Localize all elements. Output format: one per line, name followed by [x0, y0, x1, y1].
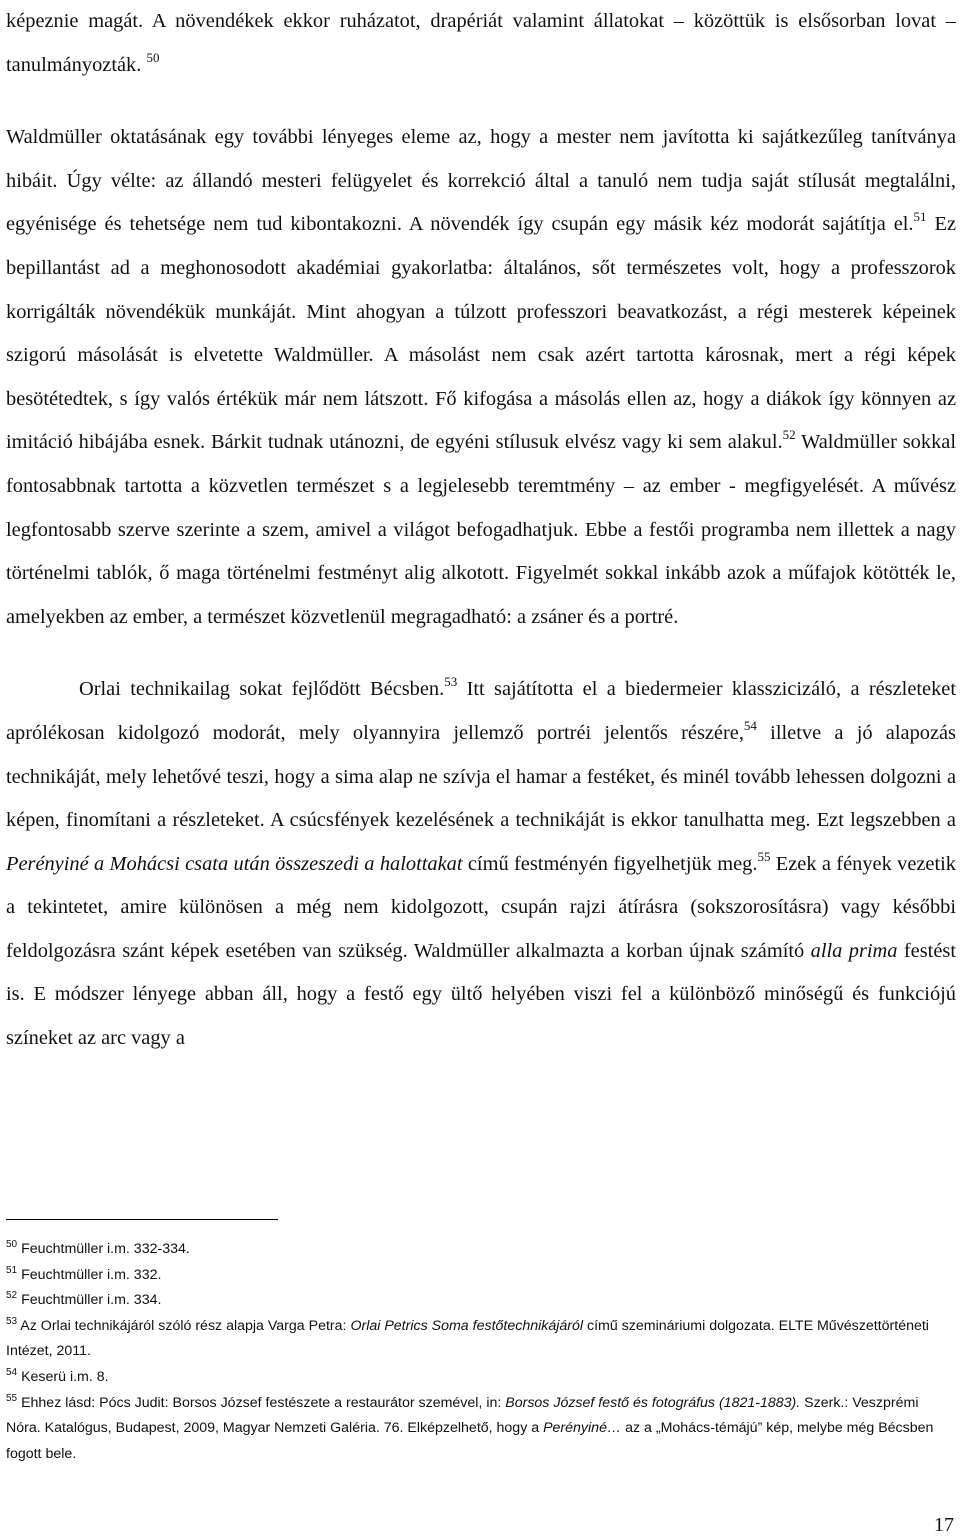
footnote-50 [6, 1237, 951, 1263]
footnote-54 [6, 1365, 951, 1391]
footnote-text: Az Orlai technikájáról szóló rész alapja Varga Petra: [17, 1317, 351, 1334]
paragraph-text: Waldmüller sokkal fontosabbnak tartotta a közvetlen természet s a legjelesebb teremtmény – az ember - megfigyelését. A művész legfontosabb szerve szerinte a szem, amivel a világot befogadhatjuk. Ebbe a festői programba nem illettek a nagy történelmi tablók, ő maga történelmi festményt alig alkotott. Figyelmét sokkal inkább azok a műfajok kötötték le, amelyekben az ember, a természet közvetlenül megragadható: a zsáner és a portré. [6, 431, 956, 628]
footnote-text: Szerk.: Veszprémi Nóra. Katalógus, Budapest, 2009, Magyar Nemzeti Galéria. 76. Elképzelhető, hogy a [6, 1394, 919, 1437]
footnote-text: Keserü i.m. 8. [17, 1368, 109, 1385]
paragraph-text: Ezek a fények vezetik a tekintetet, amire különösen a még nem kidolgozott, csupán rajzi átírásra (sokszorosításra) vagy későbbi feldolgozásra szánt képek esetében van szükség. Waldmüller alkalmazta a korban újnak számító [6, 852, 956, 962]
footnote-text: Feuchtmüller i.m. 332. [17, 1266, 162, 1283]
footnote-text: az a „Mohács-témájú” kép, melybe még Bécsben fogott bele. [6, 1420, 934, 1462]
footnote-text: Feuchtmüller i.m. 332-334. [17, 1241, 190, 1257]
paragraph-2 [6, 116, 956, 639]
footnote-title: Orlai Petrics Soma festőtechnikájáról [350, 1317, 584, 1334]
footnote-number: 53 [6, 1315, 18, 1327]
footnote-text: Feuchtmüller i.m. 334. [17, 1292, 162, 1309]
footnote-ref-53: 53 [444, 674, 458, 690]
paragraph-text: Itt sajátította el a biedermeier klasszicizáló, a részleteket aprólékosan kidolgozó modorát, mely olyannyira jellemző portréi jelentős részére, [6, 678, 957, 744]
footnote-ref-55: 55 [757, 848, 771, 864]
paragraph-1 [6, 0, 956, 87]
body-text [6, 0, 956, 1061]
paragraph-text: Orlai technikailag sokat fejlődött Bécsben. [79, 678, 445, 701]
page-number: 17 [934, 1514, 954, 1536]
footnote-ref-54: 54 [743, 717, 757, 733]
footnote-ref-52: 52 [782, 427, 796, 443]
footnote-text: Ehhez lásd: Pócs Judit: Borsos József festészete a restaurátor szemével, in: [17, 1394, 506, 1411]
footnote-separator [6, 1219, 278, 1220]
footnote-number: 54 [6, 1366, 18, 1378]
footnote-53 [6, 1314, 951, 1365]
paragraph-text: festést is. E módszer lényege abban áll, hogy a festő egy ültő helyében viszi fel a különböző minőségű és funkciójú színeket az arc vagy a [6, 939, 956, 1050]
technique-term: alla prima [810, 939, 898, 962]
paragraph-text: című festményén figyelhetjük meg. [462, 852, 758, 875]
artwork-title: Perényiné a Mohácsi csata után összeszedi a halottakat [6, 852, 463, 875]
footnote-55 [6, 1391, 951, 1468]
footnote-title: Perényiné… [543, 1420, 622, 1437]
footnote-number: 50 [6, 1239, 18, 1250]
footnote-number: 51 [6, 1264, 18, 1276]
paragraph-text: képeznie magát. A növendékek ekkor ruházatot, drapériát valamint állatokat – közöttük is elsősorban lovat – tanulmányozták. [6, 10, 956, 76]
paragraph-text: Waldmüller oktatásának egy további lényeges eleme az, hogy a mester nem javította ki sajátkezűleg tanítványa hibáit. Úgy vélte: az állandó mesteri felügyelet és korrekció által a tanuló nem tudja saját stílusát megtalálni, egyénisége és tehetsége nem tud kibontakozni. A növendék így csupán egy másik kéz modorát sajátítja el. [6, 126, 956, 236]
footnote-ref-51: 51 [913, 209, 927, 225]
footnote-title: Borsos József festő és fotográfus (1821-1883). [505, 1394, 801, 1411]
footnotes [6, 1237, 951, 1467]
paragraph-3 [6, 668, 956, 1060]
footnote-51 [6, 1263, 951, 1289]
footnote-text: című szemináriumi dolgozata. ELTE Művészettörténeti Intézet, 2011. [6, 1317, 929, 1360]
paragraph-text: Ez bepillantást ad a meghonosodott akadémiai gyakorlatba: általános, sőt természetes volt, hogy a professzorok korrigálták növendékük munkáját. Mint ahogyan a túlzott professzori beavatkozást, a régi mesterek képeinek szigorú másolását is elvetette Waldmüller. A másolást nem csak azért tartotta károsnak, mert a régi képek besötétedtek, s így valós értékük már nem látszott. Fő kifogása a másolás ellen az, hogy a diákok így könnyen az imitáció hibájába esnek. Bárkit tudnak utánozni, de egyéni stílusuk elvész vagy ki sem alakul. [6, 213, 956, 454]
footnote-number: 55 [6, 1392, 18, 1404]
paragraph-text: illetve a jó alapozás technikáját, mely lehetővé teszi, hogy a sima alap ne szívja el hamar a festéket, és minél tovább lehessen dolgozni a képen, finomítani a részleteket. A csúcsfények kezelésének a technikáját is ekkor tanulhatta meg. Ezt legszebben a [6, 721, 956, 832]
footnote-ref-50: 50 [146, 49, 160, 65]
footnote-52 [6, 1288, 951, 1314]
footnote-number: 52 [6, 1290, 18, 1302]
